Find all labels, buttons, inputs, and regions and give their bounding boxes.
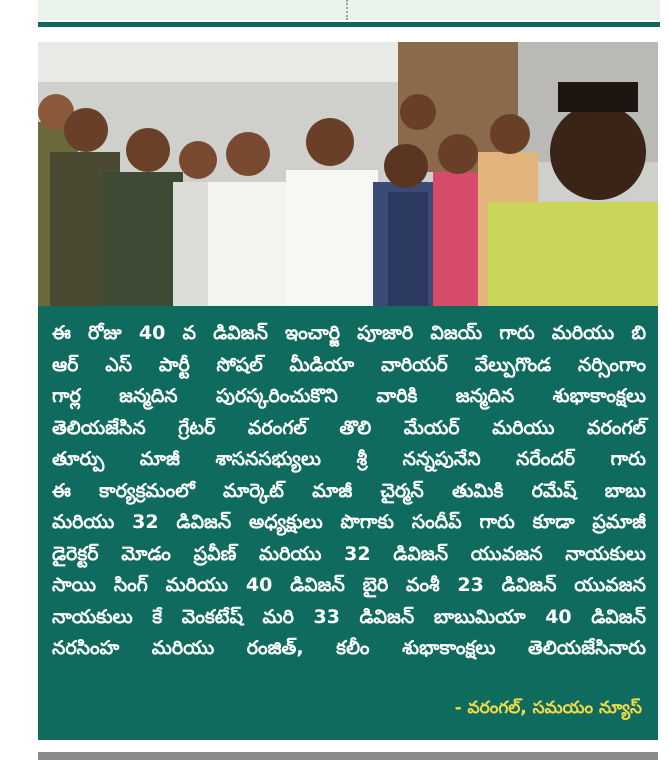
photo-illustration <box>38 42 658 306</box>
section-divider <box>38 22 660 27</box>
article-line: మరియు 32 డివిజన్ అధ్యక్షులు పొగాకు సందీప్ గారు కూడా ప్రమాజీ <box>52 511 646 533</box>
article-line: నాయకులు కే వెంకటేష్ మరి 33 డివిజన్ బాబుమియా 40 డివిజన్ <box>52 605 646 628</box>
article-line: తూర్పు మాజీ శాసనసభ్యులు శ్రీ నన్నపునేని నరేందర్ గారు <box>52 448 646 470</box>
article-line: నరసింహ మరియు రంజిత్, కలీం శుభాకాంక్షలు తెలియజేసినారు <box>52 637 646 659</box>
next-article-strip <box>38 752 658 760</box>
previous-article-strip <box>38 0 660 20</box>
byline: - వరంగల్, సమయం న్యూస్ <box>454 698 642 718</box>
article-line: తెలియజేసిన గ్రేటర్ వరంగల్ తొలి మేయర్ మరియు వరంగల్ <box>52 416 646 439</box>
article-line: సాయి సింగ్ మరియు 40 డివిజన్ బైరి వంశీ 23 డివిజన్ యువజన <box>52 574 646 596</box>
article-line: డైరెక్టర్ మోడం ప్రవీణ్ మరియు 32 డివిజన్ యువజన నాయకులు <box>52 542 646 565</box>
article-line: ఈ రోజు 40 వ డివిజన్ ఇంచార్జి పూజారి విజయ్ గారు మరియు బి <box>52 322 646 344</box>
article-line: ఈ కార్యక్రమంలో మార్కెట్ మాజీ చైర్మన్ తుమికి రమేష్ బాబు <box>52 479 646 502</box>
article-line: గార్ల జన్మదిన పురస్కరించుకొని వారికి జన్మదిన శుభాకాంక్షలు <box>52 385 646 407</box>
article-body <box>52 318 646 665</box>
column-divider <box>346 0 348 20</box>
caption-box <box>38 306 658 740</box>
article-line: ఆర్ ఎస్ పార్టీ సోషల్ మీడియా వారియర్ వేల్పుగొండ నర్సింగాం <box>52 353 646 376</box>
news-photo <box>38 42 658 306</box>
